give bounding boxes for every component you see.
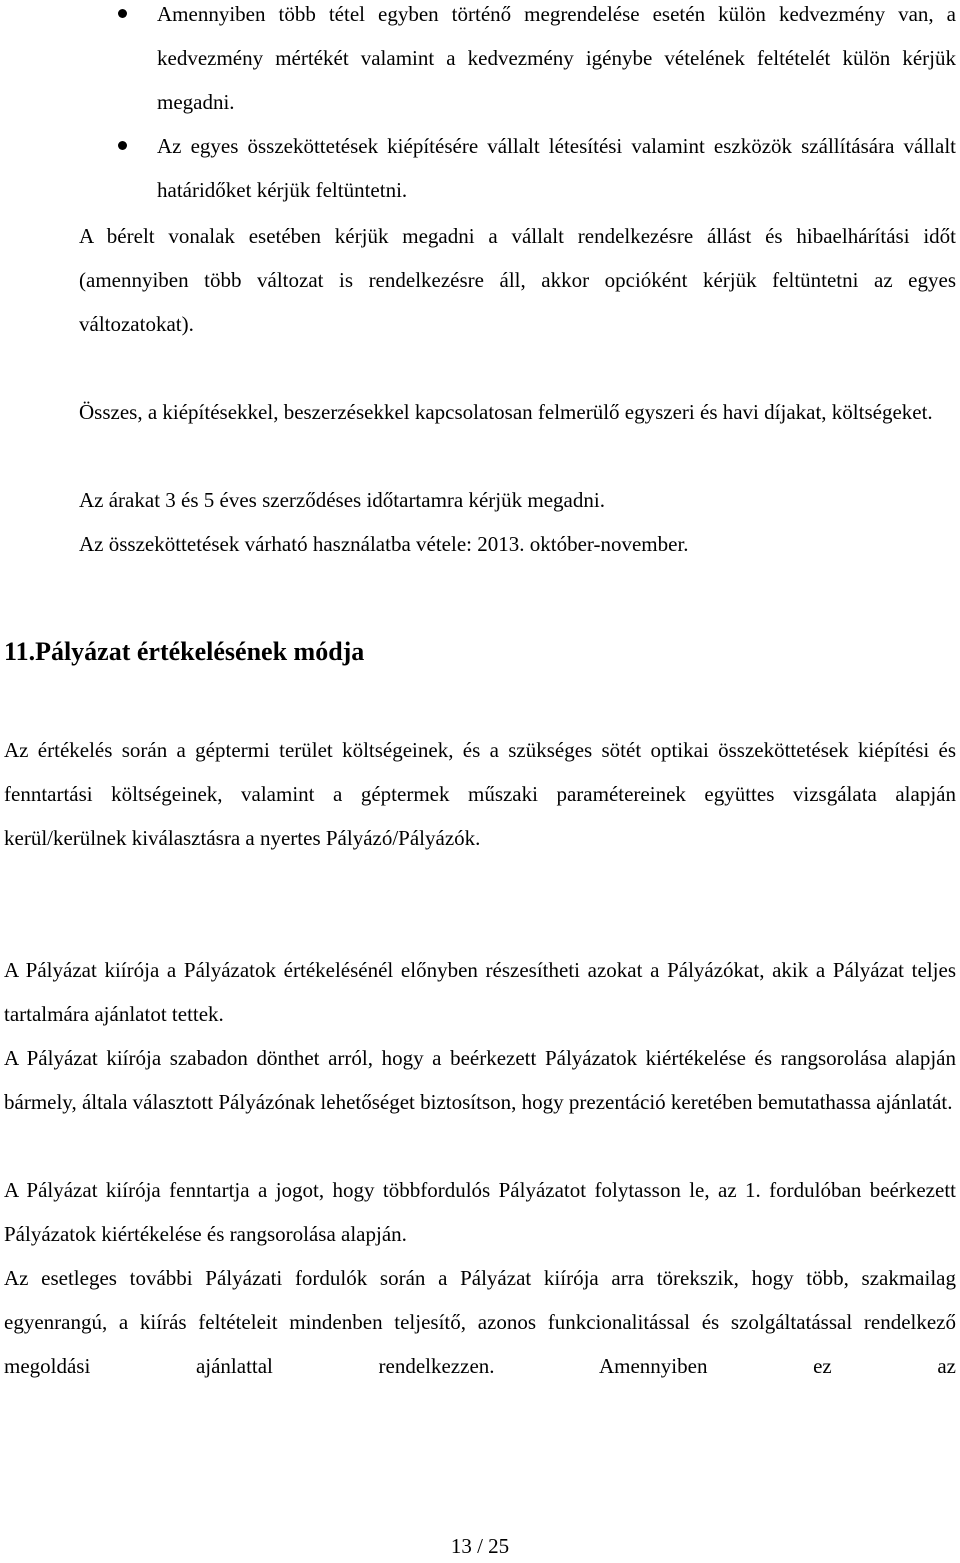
evaluation-paragraph: Az értékelés során a géptermi terület költségeinek, és a szükséges sötét optikai összeköttetések kiépítési és fenntartási költségeinek, valamint a géptermek műszaki paramétereinek együttes vizsgálata alapján kerül/kerülnek kiválasztásra a nyertes Pályázó/Pályázók. — [4, 738, 956, 850]
bullet-text: Az egyes összeköttetések kiépítésére vállalt létesítési valamint eszközök szállítására vállalt határidőket kérjük feltüntetni. — [157, 134, 956, 202]
list-item — [0, 124, 960, 212]
further-rounds-paragraph: Az esetleges további Pályázati fordulók során a Pályázat kiírója arra törekszik, hogy több, szakmailag egyenrangú, a kiírás feltételeit mindenben teljesítő, azonos funkcionalitással és szolgáltatással rendelkező megoldási ajánlattal rendelkezzen. Amennyiben ez az — [4, 1266, 956, 1378]
preference-paragraph: A Pályázat kiírója a Pályázatok értékelésénél előnyben részesítheti azokat a Pályázókat, akik a Pályázat teljes tartalmára ajánlatot tettek. — [4, 958, 956, 1026]
bullet-icon — [118, 141, 127, 150]
usage-paragraph: Az összeköttetések várható használatba vétele: 2013. október-november. — [79, 532, 689, 556]
costs-paragraph: Összes, a kiépítésekkel, beszerzésekkel kapcsolatosan felmerülő egyszeri és havi díjakat, költségeket. — [79, 400, 933, 424]
bullet-icon — [118, 9, 127, 18]
section-heading: 11.Pályázat értékelésének módja — [4, 637, 365, 666]
prices-paragraph: Az árakat 3 és 5 éves szerződéses időtartamra kérjük megadni. — [79, 488, 605, 512]
page-number: 13 / 25 — [450, 1534, 510, 1558]
leased-lines-paragraph: A bérelt vonalak esetében kérjük megadni a vállalt rendelkezésre állást és hibaelhárítási időt (amennyiben több változat is rendelkezésre áll, akkor opcióként kérjük feltüntetni az egyes változatokat). — [79, 224, 956, 336]
bullet-text: Amennyiben több tétel egyben történő megrendelése esetén külön kedvezmény van, a kedvezmény mértékét valamint a kedvezmény igénybe vételének feltételét külön kérjük megadni. — [157, 2, 956, 114]
list-item — [0, 0, 960, 124]
multi-round-paragraph: A Pályázat kiírója fenntartja a jogot, hogy többfordulós Pályázatot folytasson le, az 1. fordulóban beérkezett Pályázatok kiértékelése és rangsorolása alapján. — [4, 1178, 956, 1246]
presentation-paragraph: A Pályázat kiírója szabadon dönthet arról, hogy a beérkezett Pályázatok kiértékelése és rangsorolása alapján bármely, általa választott Pályázónak lehetőséget biztosítson, hogy prezentáció keretében bemutathassa ajánlatát. — [4, 1046, 956, 1114]
bullet-list — [0, 0, 960, 212]
